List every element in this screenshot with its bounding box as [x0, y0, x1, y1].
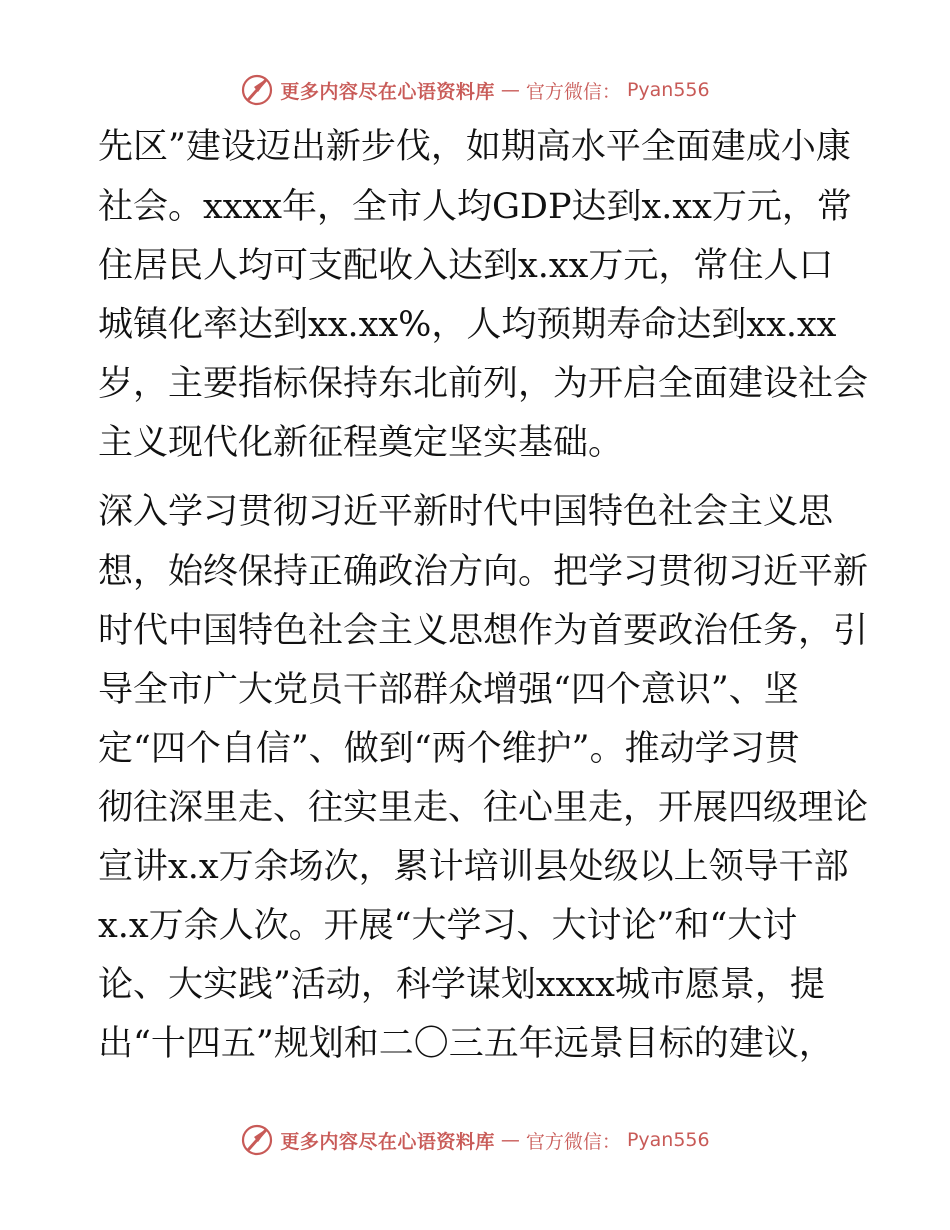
- watermark-account-id: Pyan556: [626, 79, 710, 101]
- text-line: 社会。xxxx年，全市人均GDP达到x.xx万元，常: [98, 187, 852, 227]
- text-line: 出“十四五”规划和二〇三五年远景目标的建议，: [98, 1024, 834, 1064]
- text-line: 住居民人均可支配收入达到x.xx万元，常住人口: [98, 246, 834, 286]
- watermark-dash: —: [500, 1129, 520, 1151]
- footer-watermark: [0, 1120, 950, 1160]
- text-line: 定“四个自信”、做到“两个维护”。推动学习贯: [98, 729, 800, 769]
- text-line: 先区”建设迈出新步伐，如期高水平全面建成小康: [98, 127, 851, 167]
- watermark-dash: —: [500, 79, 520, 101]
- quill-pen-logo-icon: [240, 1123, 274, 1157]
- text-line: 导全市广大党员干部群众增强“四个意识”、坚: [98, 670, 799, 710]
- text-line: 彻往深里走、往实里走、往心里走，开展四级理论: [98, 788, 869, 828]
- text-line: 论、大实践”活动，科学谋划xxxx城市愿景，提: [98, 965, 825, 1005]
- text-line: 宣讲x.x万余场次，累计培训县处级以上领导干部: [98, 847, 849, 887]
- text-line: 想，始终保持正确政治方向。把学习贯彻习近平新: [98, 552, 869, 592]
- text-line: 城镇化率达到xx.xx%，人均预期寿命达到xx.xx: [98, 305, 837, 345]
- text-line: x.x万余人次。开展“大学习、大讨论”和“大讨: [98, 906, 798, 946]
- quill-pen-logo-icon: [240, 73, 274, 107]
- text-line: 时代中国特色社会主义思想作为首要政治任务，引: [98, 611, 869, 651]
- text-line: 主义现代化新征程奠定坚实基础。: [98, 423, 624, 463]
- header-watermark: [0, 70, 950, 110]
- text-line: 岁，主要指标保持东北前列，为开启全面建设社会: [98, 364, 869, 404]
- watermark-account-id: Pyan556: [626, 1129, 710, 1151]
- watermark-main-text: 更多内容尽在心语资料库: [280, 80, 495, 103]
- watermark-wechat-label: 官方微信：: [525, 80, 621, 103]
- text-line: 深入学习贯彻习近平新时代中国特色社会主义思: [98, 492, 834, 532]
- watermark-wechat-label: 官方微信：: [525, 1130, 621, 1153]
- watermark-main-text: 更多内容尽在心语资料库: [280, 1130, 495, 1153]
